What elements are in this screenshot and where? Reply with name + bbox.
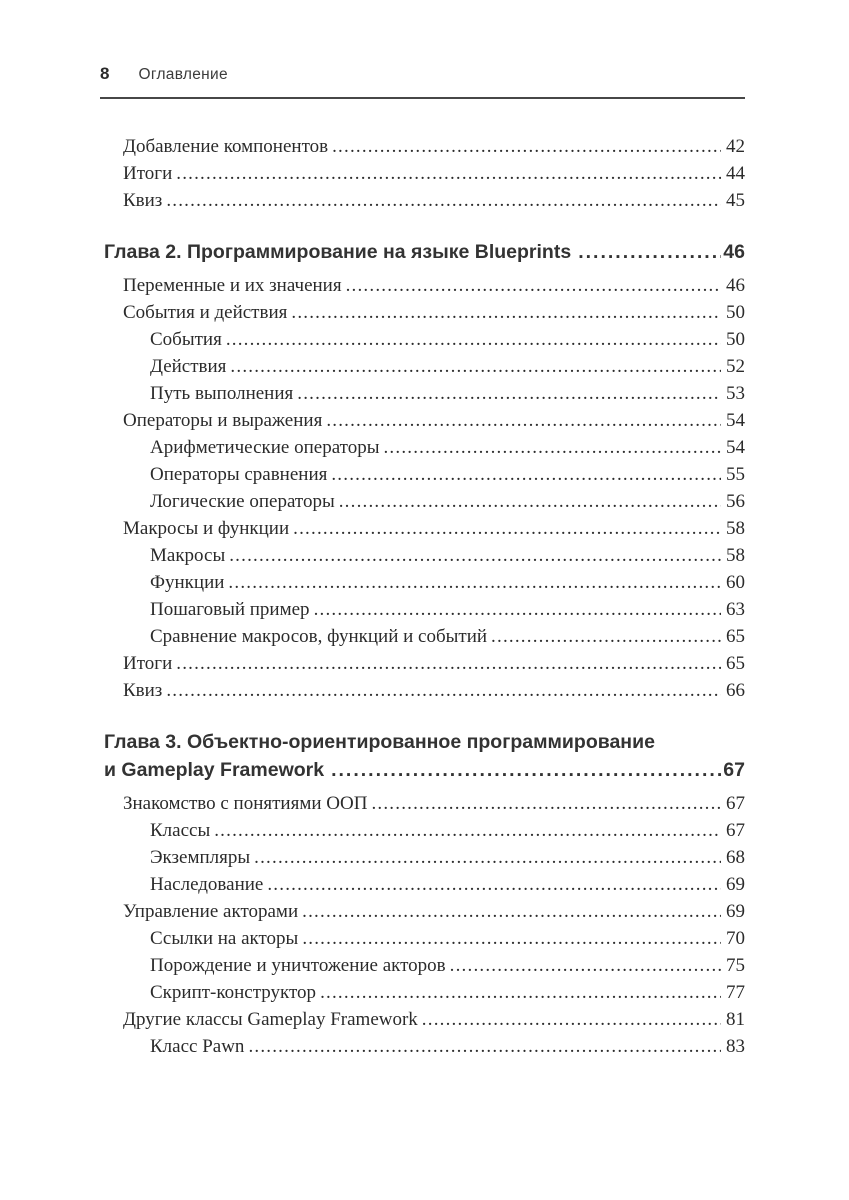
toc-entry-page-number: 75	[726, 955, 745, 976]
toc-entry	[100, 790, 745, 817]
dot-leader	[229, 542, 721, 569]
toc-entry-title: Квиз	[123, 190, 163, 211]
chapter-heading-line	[104, 756, 745, 784]
chapter-heading-text: Глава 2. Программирование на языке Blueprints	[104, 241, 572, 263]
dot-leader	[314, 596, 721, 623]
toc-entry	[100, 569, 745, 596]
dot-leader	[326, 407, 721, 434]
toc-entry-title: Класс Pawn	[150, 1036, 245, 1057]
dot-leader	[254, 844, 721, 871]
toc-section	[100, 728, 745, 1060]
dot-leader	[331, 461, 721, 488]
toc-entry-title: События	[150, 329, 222, 350]
toc-entry-page-number: 44	[726, 163, 745, 184]
dot-leader	[371, 790, 721, 817]
toc-entry-page-number: 52	[726, 356, 745, 377]
toc-section	[100, 133, 745, 214]
toc-entry-page-number: 56	[726, 491, 745, 512]
toc-entry	[100, 650, 745, 677]
toc-entry	[100, 353, 745, 380]
running-title: Оглавление	[138, 66, 228, 83]
toc-entry	[100, 407, 745, 434]
toc-entry-title: Функции	[150, 572, 225, 593]
toc-entry-page-number: 66	[726, 680, 745, 701]
toc-entry-page-number: 67	[726, 820, 745, 841]
toc-entry-title: Добавление компонентов	[123, 136, 329, 157]
dot-leader	[176, 160, 721, 187]
toc-entry-page-number: 54	[726, 410, 745, 431]
toc-entry	[100, 677, 745, 704]
dot-leader	[248, 1033, 721, 1060]
dot-leader	[383, 434, 721, 461]
toc-entry-title: События и действия	[123, 302, 288, 323]
dot-leader	[226, 326, 721, 353]
folio-page-number: 8	[100, 64, 110, 83]
toc-entry	[100, 542, 745, 569]
toc-entry-page-number: 65	[726, 653, 745, 674]
chapter-heading	[104, 238, 745, 266]
toc-entry	[100, 326, 745, 353]
chapter-heading-line	[104, 238, 745, 266]
toc-entry-page-number: 60	[726, 572, 745, 593]
toc-entry	[100, 160, 745, 187]
dot-leader	[228, 569, 721, 596]
toc-entry-page-number: 50	[726, 329, 745, 350]
dot-leader	[214, 817, 721, 844]
toc-entry-title: Классы	[150, 820, 211, 841]
toc-entry	[100, 898, 745, 925]
toc-entry-title: Наследование	[150, 874, 264, 895]
toc-entry-title: Квиз	[123, 680, 163, 701]
toc-entry-title: Знакомство с понятиями ООП	[123, 793, 368, 814]
dot-leader	[230, 353, 721, 380]
dot-leader	[346, 272, 721, 299]
chapter-heading-text: и Gameplay Framework	[104, 759, 325, 781]
dot-leader	[422, 1006, 721, 1033]
toc-entry	[100, 515, 745, 542]
dot-leader	[331, 756, 721, 784]
toc-entry-page-number: 54	[726, 437, 745, 458]
toc-entry	[100, 380, 745, 407]
dot-leader	[267, 871, 721, 898]
toc-entry-page-number: 42	[726, 136, 745, 157]
toc-entry-page-number: 55	[726, 464, 745, 485]
toc-entry-title: Порождение и уничтожение акторов	[150, 955, 446, 976]
chapter-heading-text: Глава 3. Объектно-ориентированное программирование	[104, 731, 655, 753]
toc-entry-page-number: 46	[726, 275, 745, 296]
toc-entry-title: Пошаговый пример	[150, 599, 310, 620]
toc-entry-page-number: 69	[726, 874, 745, 895]
chapter-heading	[104, 728, 745, 784]
dot-leader	[491, 623, 721, 650]
chapter-page-number: 67	[723, 759, 745, 781]
toc-entry-title: Путь выполнения	[150, 383, 294, 404]
dot-leader	[578, 238, 721, 266]
toc-entry-page-number: 70	[726, 928, 745, 949]
toc-entry-page-number: 53	[726, 383, 745, 404]
toc-entry-title: Скрипт-конструктор	[150, 982, 317, 1003]
toc-entry	[100, 299, 745, 326]
toc-entry-title: Сравнение макросов, функций и событий	[150, 626, 488, 647]
toc-entry	[100, 1006, 745, 1033]
toc-entry-page-number: 50	[726, 302, 745, 323]
toc-entry-page-number: 58	[726, 518, 745, 539]
dot-leader	[293, 515, 721, 542]
running-header	[100, 64, 745, 99]
toc-entry-title: Макросы и функции	[123, 518, 290, 539]
dot-leader	[332, 133, 721, 160]
toc-entry-title: Операторы сравнения	[150, 464, 328, 485]
toc-entry	[100, 623, 745, 650]
toc-entry-page-number: 77	[726, 982, 745, 1003]
dot-leader	[166, 187, 721, 214]
toc-entry	[100, 925, 745, 952]
toc-entry-page-number: 83	[726, 1036, 745, 1057]
toc-entry-title: Ссылки на акторы	[150, 928, 299, 949]
toc-entry-title: Арифметические операторы	[150, 437, 380, 458]
toc-section	[100, 238, 745, 704]
toc-entry-title: Итоги	[123, 653, 173, 674]
toc-entry	[100, 1033, 745, 1060]
toc-entry-page-number: 67	[726, 793, 745, 814]
toc-entry-title: Операторы и выражения	[123, 410, 323, 431]
toc-entry-title: Логические операторы	[150, 491, 335, 512]
toc-entry-title: Переменные и их значения	[123, 275, 342, 296]
toc-entry-title: Итоги	[123, 163, 173, 184]
toc-entry-page-number: 58	[726, 545, 745, 566]
toc-entry-page-number: 68	[726, 847, 745, 868]
toc	[100, 133, 745, 1060]
toc-entry	[100, 844, 745, 871]
toc-entry-title: Другие классы Gameplay Framework	[123, 1009, 418, 1030]
toc-entry-title: Макросы	[150, 545, 226, 566]
toc-entry	[100, 596, 745, 623]
dot-leader	[176, 650, 721, 677]
chapter-page-number: 46	[723, 241, 745, 263]
dot-leader	[320, 979, 721, 1006]
toc-entry	[100, 272, 745, 299]
toc-entry	[100, 461, 745, 488]
toc-entry-page-number: 81	[726, 1009, 745, 1030]
dot-leader	[302, 925, 721, 952]
dot-leader	[297, 380, 721, 407]
toc-entry	[100, 817, 745, 844]
toc-entry-title: Действия	[150, 356, 227, 377]
toc-entry	[100, 871, 745, 898]
toc-entry	[100, 187, 745, 214]
toc-entry-page-number: 63	[726, 599, 745, 620]
toc-entry	[100, 133, 745, 160]
chapter-heading-line	[104, 728, 745, 756]
dot-leader	[450, 952, 721, 979]
dot-leader	[166, 677, 721, 704]
toc-entry	[100, 979, 745, 1006]
toc-entry-page-number: 69	[726, 901, 745, 922]
dot-leader	[291, 299, 721, 326]
dot-leader	[302, 898, 721, 925]
toc-entry	[100, 952, 745, 979]
toc-entry-title: Экземпляры	[150, 847, 251, 868]
toc-entry-page-number: 65	[726, 626, 745, 647]
toc-entry-page-number: 45	[726, 190, 745, 211]
dot-leader	[339, 488, 721, 515]
toc-entry	[100, 488, 745, 515]
toc-entry	[100, 434, 745, 461]
toc-entry-title: Управление акторами	[123, 901, 299, 922]
